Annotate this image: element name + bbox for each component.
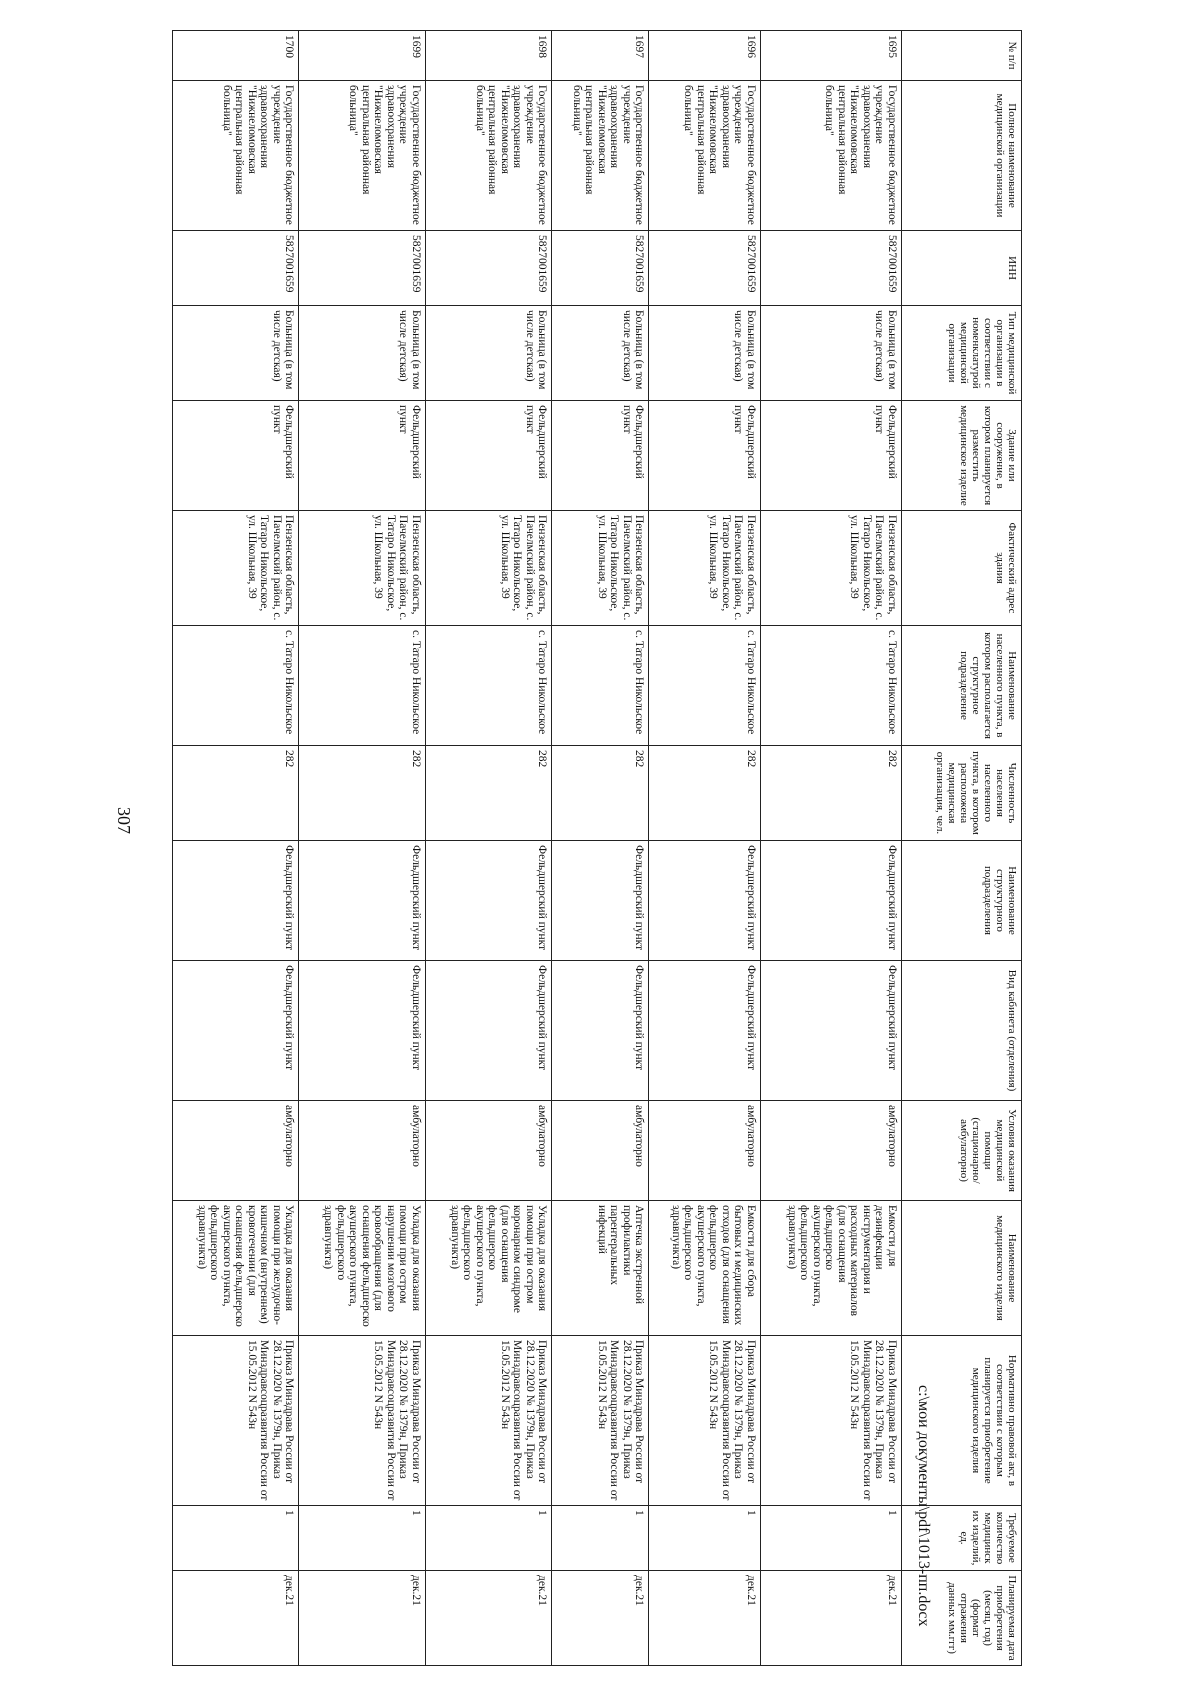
cell-address: Пензенская область, Пачелмский район, с. Татаро Никольское, ул. Школьная, 39: [760, 511, 901, 626]
equipment-table-rotated: [172, 30, 1022, 1665]
cell-qty: 1: [760, 1506, 901, 1571]
cell-settlement: с. Татаро Никольское: [173, 626, 299, 746]
cell-cabinet: Фельдшерский пункт: [760, 961, 901, 1101]
cell-conditions: амбулаторно: [760, 1101, 901, 1201]
cell-date: дек.21: [649, 1571, 761, 1666]
cell-device: Аптечка экстренной профилактики парентеральных инфекций: [552, 1201, 649, 1336]
cell-settlement: с. Татаро Никольское: [760, 626, 901, 746]
cell-settlement: с. Татаро Никольское: [425, 626, 551, 746]
cell-division: Фельдшерский пункт: [649, 841, 761, 961]
cell-num: 1695: [760, 31, 901, 81]
cell-address: Пензенская область, Пачелмский район, с. Татаро Никольское, ул. Школьная, 39: [173, 511, 299, 626]
cell-org: Государственное бюджетное учреждение здравоохранения "Нижнеломовская центральная районная больница": [760, 81, 901, 231]
cell-qty: 1: [173, 1506, 299, 1571]
cell-date: дек.21: [299, 1571, 425, 1666]
cell-building: Фельдшерский пункт: [552, 401, 649, 511]
footer-file-path: c:\мои документы\pdf\1013-пп.docx: [915, 1385, 932, 1627]
cell-qty: 1: [299, 1506, 425, 1571]
cell-building: Фельдшерский пункт: [425, 401, 551, 511]
cell-num: 1697: [552, 31, 649, 81]
cell-device: Емкости для сбора бытовых и медицинских отходов (для оснащения фельдшерско акушерского пункта, фельдшерского здравпункта): [649, 1201, 761, 1336]
table-row: [299, 31, 425, 1666]
cell-building: Фельдшерский пункт: [760, 401, 901, 511]
header-cell: Условия оказания медицинской помощи (стационарно/ амбулаторно): [902, 1101, 1022, 1201]
equipment-table: [172, 30, 1022, 1666]
cell-population: 282: [649, 746, 761, 841]
cell-population: 282: [760, 746, 901, 841]
header-cell: ИНН: [902, 231, 1022, 306]
cell-date: дек.21: [173, 1571, 299, 1666]
cell-qty: 1: [425, 1506, 551, 1571]
cell-device: Укладка для оказания помощи при желудочно-кишечном (внутреннем) кровотечении (для оснащения фельдшерско акушерского пункта, фельдшерского здравпункта): [173, 1201, 299, 1336]
header-cell: Наименование населенного пункта, в котором располагается структурное подразделение: [902, 626, 1022, 746]
cell-building: Фельдшерский пункт: [649, 401, 761, 511]
cell-inn: 5827001659: [552, 231, 649, 306]
cell-device: Укладка для оказания помощи при остром нарушении мозгового кровообращения (для оснащения фельдшерско акушерского пункта, фельдшерского здравпункта): [299, 1201, 425, 1336]
cell-num: 1700: [173, 31, 299, 81]
cell-org: Государственное бюджетное учреждение здравоохранения "Нижнеломовская центральная районная больница": [173, 81, 299, 231]
cell-date: дек.21: [552, 1571, 649, 1666]
cell-device: Укладка для оказания помощи при остром коронарном синдроме (для оснащения фельдшерско акушерского пункта, фельдшерского здравпункта): [425, 1201, 551, 1336]
cell-division: Фельдшерский пункт: [173, 841, 299, 961]
cell-act: Приказ Минздрава России от 28.12.2020 № 1379н, Приказ Минздравсоцразвития России от 15.05.2012 N 543н: [552, 1336, 649, 1506]
cell-type: Больница (в том числе детская): [299, 306, 425, 401]
header-cell: № п/п: [902, 31, 1022, 81]
header-cell: Требуемое количество медицинских изделий, ед.: [902, 1506, 1022, 1571]
cell-num: 1696: [649, 31, 761, 81]
cell-building: Фельдшерский пункт: [173, 401, 299, 511]
cell-type: Больница (в том числе детская): [760, 306, 901, 401]
header-cell: Вид кабинета (отделения): [902, 961, 1022, 1101]
cell-inn: 5827001659: [425, 231, 551, 306]
cell-address: Пензенская область, Пачелмский район, с. Татаро Никольское, ул. Школьная, 39: [552, 511, 649, 626]
header-cell: Численность населения населенного пункта, в котором расположена медицинская организация, чел.: [902, 746, 1022, 841]
header-cell: Фактический адрес здания: [902, 511, 1022, 626]
cell-type: Больница (в том числе детская): [173, 306, 299, 401]
cell-org: Государственное бюджетное учреждение здравоохранения "Нижнеломовская центральная районная больница": [299, 81, 425, 231]
table-row: [173, 31, 299, 1666]
header-cell: Наименование структурного подразделения: [902, 841, 1022, 961]
cell-inn: 5827001659: [649, 231, 761, 306]
cell-inn: 5827001659: [173, 231, 299, 306]
header-cell: Наименование медицинского изделия: [902, 1201, 1022, 1336]
cell-conditions: амбулаторно: [552, 1101, 649, 1201]
cell-act: Приказ Минздрава России от 28.12.2020 № 1379н, Приказ Минздравсоцразвития России от 15.05.2012 N 543н: [299, 1336, 425, 1506]
cell-population: 282: [299, 746, 425, 841]
table-row: [425, 31, 551, 1666]
cell-conditions: амбулаторно: [649, 1101, 761, 1201]
cell-device: Емкости для дезинфекции инструментария и расходных материалов (для оснащения фельдшерско акушерского пункта, фельдшерского здравпункта): [760, 1201, 901, 1336]
cell-num: 1699: [299, 31, 425, 81]
cell-cabinet: Фельдшерский пункт: [425, 961, 551, 1101]
cell-inn: 5827001659: [760, 231, 901, 306]
header-cell: Планируемая дата приобретения (месяц, год) (формат отражения данных мм.ггг): [902, 1571, 1022, 1666]
cell-type: Больница (в том числе детская): [425, 306, 551, 401]
cell-org: Государственное бюджетное учреждение здравоохранения "Нижнеломовская центральная районная больница": [552, 81, 649, 231]
cell-population: 282: [425, 746, 551, 841]
cell-inn: 5827001659: [299, 231, 425, 306]
cell-qty: 1: [649, 1506, 761, 1571]
cell-cabinet: Фельдшерский пункт: [173, 961, 299, 1101]
cell-cabinet: Фельдшерский пункт: [649, 961, 761, 1101]
cell-division: Фельдшерский пункт: [552, 841, 649, 961]
cell-conditions: амбулаторно: [425, 1101, 551, 1201]
cell-settlement: с. Татаро Никольское: [299, 626, 425, 746]
header-cell: Тип медицинской организации в соответствии с номенклатурой медицинской организации: [902, 306, 1022, 401]
cell-population: 282: [552, 746, 649, 841]
cell-type: Больница (в том числе детская): [552, 306, 649, 401]
cell-org: Государственное бюджетное учреждение здравоохранения "Нижнеломовская центральная районная больница": [649, 81, 761, 231]
cell-date: дек.21: [760, 1571, 901, 1666]
cell-settlement: с. Татаро Никольское: [552, 626, 649, 746]
cell-conditions: амбулаторно: [299, 1101, 425, 1201]
cell-division: Фельдшерский пункт: [760, 841, 901, 961]
cell-type: Больница (в том числе детская): [649, 306, 761, 401]
cell-conditions: амбулаторно: [173, 1101, 299, 1201]
cell-cabinet: Фельдшерский пункт: [299, 961, 425, 1101]
cell-division: Фельдшерский пункт: [425, 841, 551, 961]
header-cell: Здание или сооружение, в котором планируется разместить медицинское изделие: [902, 401, 1022, 511]
cell-address: Пензенская область, Пачелмский район, с. Татаро Никольское, ул. Школьная, 39: [649, 511, 761, 626]
header-cell: Нормативно правовой акт, в соответствии с которым планируется приобретение медицинского изделия: [902, 1336, 1022, 1506]
cell-act: Приказ Минздрава России от 28.12.2020 № 1379н, Приказ Минздравсоцразвития России от 15.05.2012 N 543н: [173, 1336, 299, 1506]
cell-building: Фельдшерский пункт: [299, 401, 425, 511]
cell-act: Приказ Минздрава России от 28.12.2020 № 1379н, Приказ Минздравсоцразвития России от 15.05.2012 N 543н: [425, 1336, 551, 1506]
cell-date: дек.21: [425, 1571, 551, 1666]
cell-num: 1698: [425, 31, 551, 81]
cell-address: Пензенская область, Пачелмский район, с. Татаро Никольское, ул. Школьная, 39: [425, 511, 551, 626]
header-cell: Полное наименование медицинской организации: [902, 81, 1022, 231]
page-number: 307: [114, 807, 134, 834]
cell-act: Приказ Минздрава России от 28.12.2020 № 1379н, Приказ Минздравсоцразвития России от 15.05.2012 N 543н: [760, 1336, 901, 1506]
cell-qty: 1: [552, 1506, 649, 1571]
cell-settlement: с. Татаро Никольское: [649, 626, 761, 746]
cell-division: Фельдшерский пункт: [299, 841, 425, 961]
cell-cabinet: Фельдшерский пункт: [552, 961, 649, 1101]
cell-address: Пензенская область, Пачелмский район, с. Татаро Никольское, ул. Школьная, 39: [299, 511, 425, 626]
cell-act: Приказ Минздрава России от 28.12.2020 № 1379н, Приказ Минздравсоцразвития России от 15.05.2012 N 543н: [649, 1336, 761, 1506]
cell-population: 282: [173, 746, 299, 841]
table-row: [552, 31, 649, 1666]
cell-org: Государственное бюджетное учреждение здравоохранения "Нижнеломовская центральная районная больница": [425, 81, 551, 231]
table-row: [649, 31, 761, 1666]
table-row: [760, 31, 901, 1666]
